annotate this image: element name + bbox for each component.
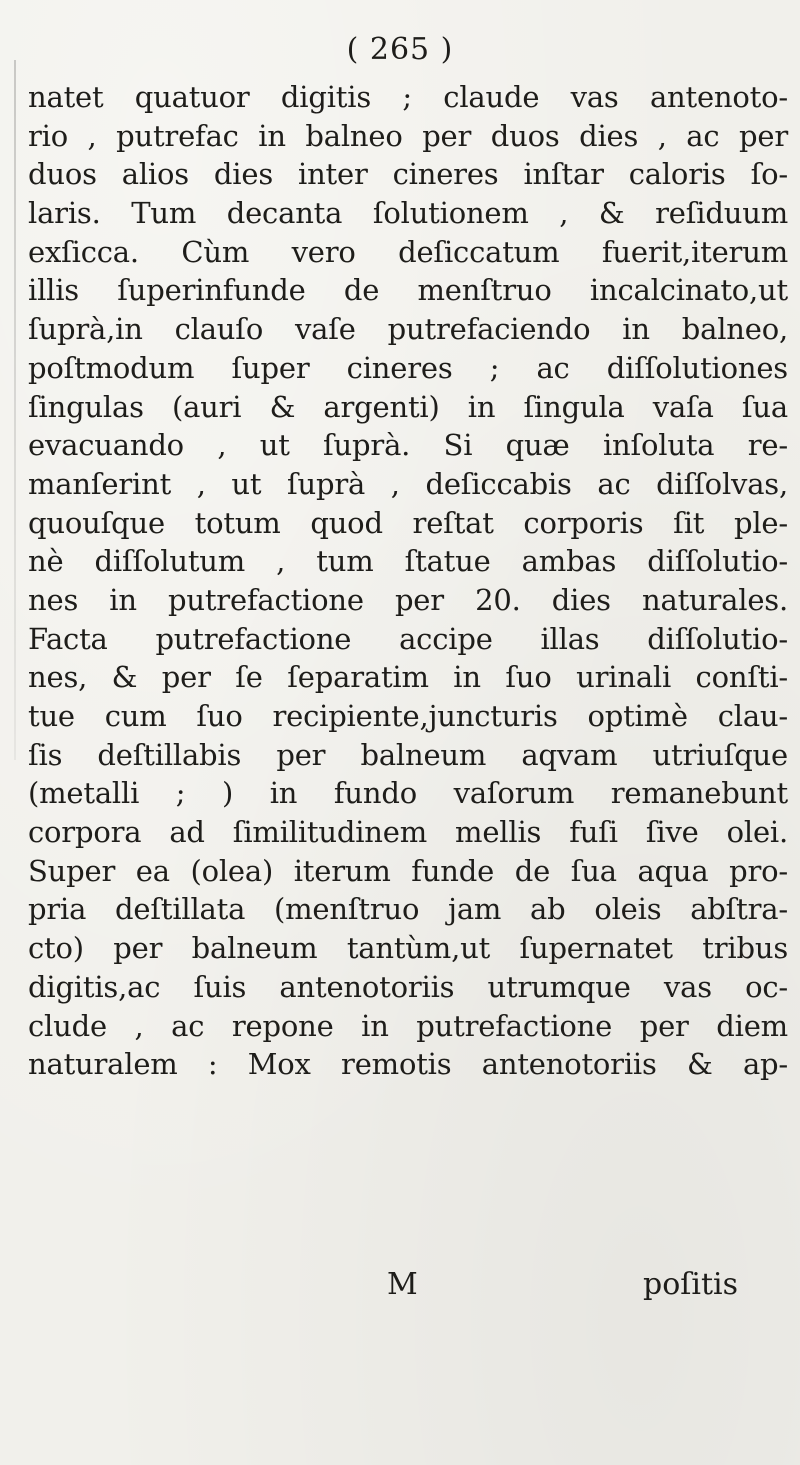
text-line: corpora ad ſimilitudinem mellis fuſi ſive olei. [28,815,788,850]
text-line: tue cum ſuo recipiente,juncturis optimè clau- [28,699,788,733]
text-line: nè diſſolutum , tum ſtatue ambas diſſolutio- [28,544,788,579]
text-line: poſtmodum ſuper cineres ; ac diſſolutiones [28,350,788,385]
text-line: illis ſuperinfunde de menſtruo incalcinato,ut [28,273,788,308]
text-line: manſerint , ut ſuprà , deſiccabis ac diſſolvas, [28,466,788,501]
text-line: rio , putrefac in balneo per duos dies , ac per [28,118,788,153]
text-line: nes in putrefactione per 20. dies naturales. [28,582,788,617]
text-line: Super ea (olea) iterum funde de ſua aqua pro- [28,853,788,888]
text-line: natet quatuor digitis ; claude vas antenoto- [28,80,788,114]
text-line: quouſque totum quod reſtat corporis ſit ple- [28,505,788,540]
text-line: Facta putrefactione accipe illas diſſolutio- [28,621,788,656]
text-line: laris. Tum decanta ſolutionem , & reſiduum [28,196,788,231]
text-line: ſingulas (auri & argenti) in ſingula vaſa ſua [28,389,788,424]
signature-mark: M [387,1267,418,1302]
text-line: pria deſtillata (menſtruo jam ab oleis abſtra- [28,892,788,927]
text-line: ſuprà,in clauſo vaſe putrefaciendo in balneo, [28,312,788,347]
text-line: naturalem : Mox remotis antenotoriis & ap- [28,1047,788,1082]
text-line: ſis deſtillabis per balneum aqvam utriuſque [28,737,788,772]
page-gutter-shadow [14,60,16,760]
catchword: poſitis [643,1267,739,1302]
text-line: evacuando , ut ſuprà. Si quæ inſoluta re- [28,428,788,463]
body-text [28,78,788,1084]
page-number: ( 265 ) [346,32,454,67]
text-line: cto) per balneum tantùm,ut ſupernatet tribus [28,931,788,966]
text-line: (metalli ; ) in fundo vaſorum remanebunt [28,776,788,811]
text-line: exſicca. Cùm vero deſiccatum fuerit,iterum [28,234,788,269]
text-line: nes, & per ſe ſeparatim in ſuo urinali conſti- [28,660,788,695]
text-line: clude , ac repone in putrefactione per diem [28,1008,788,1043]
text-line: duos alios dies inter cineres inſtar caloris ſo- [28,157,788,192]
text-line: digitis,ac ſuis antenotoriis utrumque vas oc- [28,969,788,1004]
